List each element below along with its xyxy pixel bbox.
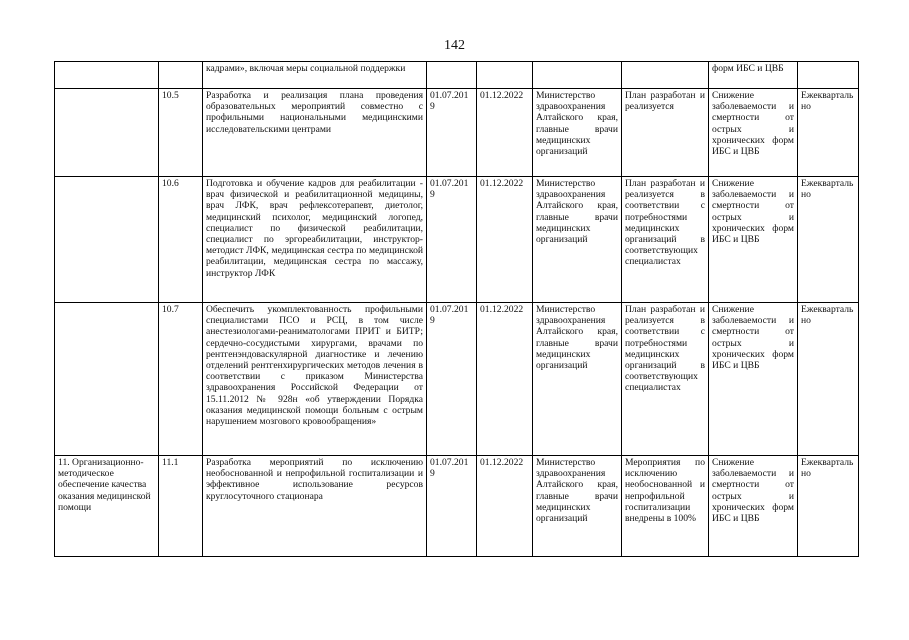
indicator-cell: Снижение заболеваемости и смертности от острых и хронических форм ИБС и ЦВБ <box>709 456 798 557</box>
activity-cell: Разработка и реализация плана проведения образовательных мероприятий совместно с профильными национальными медицинскими исследовательскими центрами <box>203 89 427 177</box>
table-row <box>55 303 859 456</box>
section-cell <box>55 303 159 456</box>
table-row <box>55 89 859 177</box>
executor-cell <box>533 62 622 89</box>
activity-cell: Разработка мероприятий по исключению необоснованной и непрофильной госпитализации и эффективное использование ресурсов круглосуточного стационара <box>203 456 427 557</box>
period-cell: Ежеквартально <box>798 456 859 557</box>
item-number-cell: 10.5 <box>159 89 203 177</box>
end-date-cell: 01.12.2022 <box>477 177 533 303</box>
table-row <box>55 177 859 303</box>
executor-cell: Министерство здравоохранения Алтайского края, главные врачи медицинских организаций <box>533 456 622 557</box>
indicator-cell: Снижение заболеваемости и смертности от острых и хронических форм ИБС и ЦВБ <box>709 303 798 456</box>
start-date-cell: 01.07.2019 <box>427 456 477 557</box>
table-row <box>55 456 859 557</box>
section-cell <box>55 62 159 89</box>
result-cell: План разработан и реализуется в соответствии с потребностями медицинских организаций в соответствующих специалистах <box>622 303 709 456</box>
end-date-cell <box>477 62 533 89</box>
end-date-cell: 01.12.2022 <box>477 303 533 456</box>
item-number-cell: 11.1 <box>159 456 203 557</box>
result-cell: План разработан и реализуется <box>622 89 709 177</box>
item-number-cell: 10.6 <box>159 177 203 303</box>
item-number-cell <box>159 62 203 89</box>
result-cell: План разработан и реализуется в соответствии с потребностями медицинских организаций в соответствующих специалистах <box>622 177 709 303</box>
period-cell: Ежеквартально <box>798 303 859 456</box>
table-row <box>55 62 859 89</box>
indicator-cell: Снижение заболеваемости и смертности от острых и хронических форм ИБС и ЦВБ <box>709 89 798 177</box>
start-date-cell: 01.07.2019 <box>427 177 477 303</box>
item-number-cell: 10.7 <box>159 303 203 456</box>
section-cell <box>55 89 159 177</box>
activity-cell: Обеспечить укомплектованность профильными специалистами ПСО и РСЦ, в том числе анестезиологами-реаниматологами ПРИТ и БИТР; сердечно-сосудистыми хирургами, врачами по рентгенэндоваскулярной диагностике и лечению отделений рентгенхирургических методов лечения в соответствии с приказом Министерства здравоохранения Российской Федерации от 15.11.2012 № 928н «об утверждении Порядка оказания медицинской помощи больным с острым нарушением мозгового кровообращения» <box>203 303 427 456</box>
indicator-cell: форм ИБС и ЦВБ <box>709 62 798 89</box>
activity-cell: Подготовка и обучение кадров для реабилитации - врач физической и реабилитационной медицины, врач ЛФК, врач рефлексотерапевт, диетолог, медицинский психолог, медицинский логопед, специалист по физической реабилитации, специалист по эргореабилитации, инструктор-методист ЛФК, медицинская сестра по медицинской реабилитации, медицинская сестра по массажу, инструктор ЛФК <box>203 177 427 303</box>
period-cell <box>798 62 859 89</box>
executor-cell: Министерство здравоохранения Алтайского края, главные врачи медицинских организаций <box>533 303 622 456</box>
activity-cell: кадрами», включая меры социальной поддержки <box>203 62 427 89</box>
section-cell: 11. Организационно-методическое обеспечение качества оказания медицинской помощи <box>55 456 159 557</box>
start-date-cell: 01.07.2019 <box>427 303 477 456</box>
end-date-cell: 01.12.2022 <box>477 89 533 177</box>
page-number: 142 <box>444 38 465 53</box>
start-date-cell <box>427 62 477 89</box>
section-cell <box>55 177 159 303</box>
result-cell <box>622 62 709 89</box>
executor-cell: Министерство здравоохранения Алтайского края, главные врачи медицинских организаций <box>533 89 622 177</box>
end-date-cell: 01.12.2022 <box>477 456 533 557</box>
executor-cell: Министерство здравоохранения Алтайского края, главные врачи медицинских организаций <box>533 177 622 303</box>
activities-table <box>54 61 859 557</box>
indicator-cell: Снижение заболеваемости и смертности от острых и хронических форм ИБС и ЦВБ <box>709 177 798 303</box>
period-cell: Ежеквартально <box>798 89 859 177</box>
start-date-cell: 01.07.2019 <box>427 89 477 177</box>
period-cell: Ежеквартально <box>798 177 859 303</box>
result-cell: Мероприятия по исключению необоснованной и непрофильной госпитализации внедрены в 100% <box>622 456 709 557</box>
